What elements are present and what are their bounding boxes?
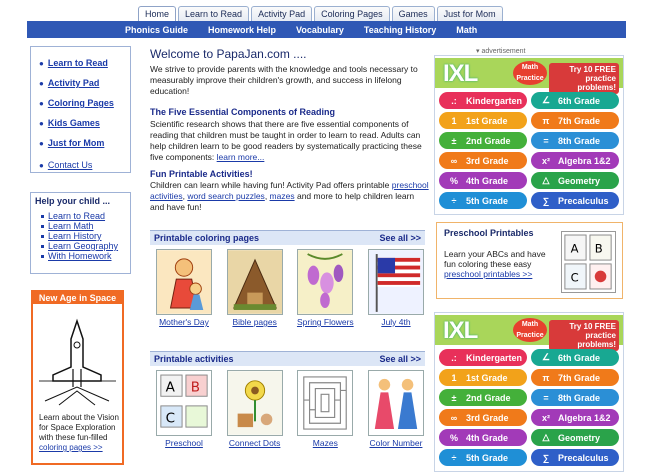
page-title: Welcome to PapaJan.com .... — [150, 47, 307, 61]
activity-caption[interactable]: Mazes — [312, 438, 338, 448]
activities-section-title: Printable activities — [154, 354, 234, 364]
top-tabs — [138, 6, 505, 21]
grade-icon: ∞ — [450, 412, 458, 423]
ixl-logo: IXL — [443, 317, 478, 344]
grade-icon: ∠ — [541, 95, 551, 105]
coloring-section-header — [150, 230, 425, 245]
preschool-title: Preschool Printables — [444, 228, 534, 238]
help-item-with-homework[interactable] — [41, 251, 130, 261]
grade-icon: ∠ — [541, 352, 551, 362]
activity-caption[interactable]: Color Number — [369, 438, 423, 448]
bullet-icon: ● — [39, 58, 44, 68]
coloring-item[interactable] — [221, 249, 289, 327]
grade-label: Geometry — [558, 175, 601, 186]
grade-icon: ÷ — [451, 452, 457, 463]
bullet-icon: ● — [39, 98, 44, 108]
preschool-activities-link[interactable]: preschool activities — [150, 180, 429, 201]
grade-button-algebra-1-2[interactable] — [531, 409, 619, 426]
activities-thumbs — [150, 370, 430, 448]
help-link[interactable]: Learn Math — [48, 221, 94, 231]
grade-label: 7th Grade — [558, 115, 601, 126]
coloring-see-all-link[interactable]: See all >> — [379, 233, 421, 243]
grade-button-5th-grade[interactable] — [439, 192, 527, 209]
grade-icon: ∞ — [450, 155, 458, 166]
grade-label: Kindergarten — [466, 352, 523, 363]
space-promo-box — [31, 290, 124, 465]
help-link[interactable]: Learn to Read — [48, 211, 106, 221]
svg-text:C: C — [570, 270, 579, 285]
ixl-header — [435, 58, 623, 92]
grade-icon: .: — [451, 352, 457, 363]
grade-label: 4th Grade — [466, 175, 509, 186]
coloring-caption[interactable]: Spring Flowers — [296, 317, 354, 327]
grade-button-kindergarten[interactable] — [439, 92, 527, 109]
svg-text:A: A — [570, 241, 579, 256]
left-nav-just-for-mom[interactable] — [39, 133, 130, 153]
grade-label: 1st Grade — [466, 115, 508, 126]
help-title: Help your child ... — [35, 196, 111, 206]
word-search-link[interactable]: word search puzzles — [187, 191, 265, 201]
grade-button-kindergarten[interactable] — [439, 349, 527, 366]
ixl-ad-top[interactable] — [434, 55, 624, 215]
space-shuttle-image[interactable] — [39, 309, 116, 409]
preschool-printables-box — [436, 222, 623, 299]
grade-icon: % — [449, 175, 458, 186]
try-free-text[interactable]: Try 10 FREE practice problems! — [549, 320, 619, 351]
grade-button-8th-grade[interactable] — [531, 132, 619, 149]
grade-button-geometry[interactable] — [531, 172, 619, 189]
left-nav-learn-to-read[interactable] — [39, 53, 130, 73]
ixl-logo: IXL — [443, 60, 478, 87]
space-coloring-link[interactable]: coloring pages >> — [39, 443, 103, 452]
learn-more-link[interactable]: learn more... — [216, 152, 265, 162]
grade-icon: ∑ — [542, 195, 550, 206]
mazes-link[interactable]: mazes — [269, 191, 295, 201]
coloring-caption[interactable]: July 4th — [381, 317, 411, 327]
preschool-text — [444, 249, 559, 279]
grade-label: Precalculus — [558, 195, 609, 206]
grade-button-6th-grade[interactable] — [531, 92, 619, 109]
ixl-header — [435, 315, 623, 349]
tab-just-for-mom[interactable]: Just for Mom — [437, 6, 503, 21]
left-nav-label[interactable]: Coloring Pages — [47, 98, 114, 108]
grade-button-2nd-grade[interactable] — [439, 389, 527, 406]
grade-label: 5th Grade — [466, 452, 509, 463]
grade-label: 5th Grade — [466, 195, 509, 206]
activity-caption[interactable]: Preschool — [165, 438, 203, 448]
coloring-caption[interactable]: Mother's Day — [159, 317, 209, 327]
help-link[interactable]: Learn Geography — [48, 241, 119, 251]
connect-dots-image[interactable] — [227, 370, 283, 436]
july-4th-image[interactable] — [368, 249, 424, 315]
help-item-learn-to-read[interactable] — [41, 211, 130, 221]
grade-icon: π — [542, 372, 550, 383]
grade-button-algebra-1-2[interactable] — [531, 152, 619, 169]
tab-home[interactable]: Home — [138, 6, 176, 21]
grade-label: 6th Grade — [558, 352, 601, 363]
math-practice-badge: Math Practice — [513, 61, 547, 85]
nav-homework-help[interactable]: Homework Help — [208, 24, 277, 35]
advertisement-label: ▾ advertisement — [476, 48, 526, 55]
main-nav-bar — [27, 21, 626, 38]
left-nav-label[interactable]: Learn to Read — [47, 58, 108, 68]
grade-label: Kindergarten — [466, 95, 523, 106]
fun-title: Fun Printable Activities! — [150, 169, 253, 179]
help-list — [31, 206, 130, 261]
fun-text: Children can learn while having fun! Activity Pad offers printable preschool activities, word search puzzles, mazes and more to help children learn and have fun! — [150, 180, 429, 212]
tab-learn-to-read[interactable]: Learn to Read — [178, 6, 249, 21]
grade-label: Precalculus — [558, 452, 609, 463]
tab-activity-pad[interactable]: Activity Pad — [251, 6, 312, 21]
grade-label: 7th Grade — [558, 372, 601, 383]
grade-button-8th-grade[interactable] — [531, 389, 619, 406]
grade-label: 2nd Grade — [466, 392, 511, 403]
grade-icon: 1 — [451, 372, 457, 383]
grade-button-1st-grade[interactable] — [439, 369, 527, 386]
grade-label: 6th Grade — [558, 95, 601, 106]
left-nav-contact-us[interactable] — [39, 155, 130, 175]
left-nav-label[interactable]: Just for Mom — [47, 138, 105, 148]
grade-icon: = — [543, 135, 549, 146]
bullet-icon: ● — [39, 138, 44, 148]
grade-button-2nd-grade[interactable] — [439, 132, 527, 149]
grade-button-3rd-grade[interactable] — [439, 152, 527, 169]
activity-item[interactable] — [221, 370, 289, 448]
grade-icon: = — [543, 392, 549, 403]
help-item-learn-geography[interactable] — [41, 241, 130, 251]
grade-button-3rd-grade[interactable] — [439, 409, 527, 426]
grade-icon: % — [449, 432, 458, 443]
grade-label: Algebra 1&2 — [558, 155, 611, 166]
grade-icon: .: — [451, 95, 457, 106]
grade-icon: ∑ — [542, 452, 550, 463]
try-free-text[interactable]: Try 10 FREE practice problems! — [549, 63, 619, 94]
fun-desc-end: and more to help children learn and have fun! — [150, 191, 415, 212]
preschool-printables-image[interactable] — [561, 231, 616, 293]
activity-item[interactable] — [362, 370, 430, 448]
nav-teaching-history[interactable]: Teaching History — [363, 24, 437, 35]
grade-label: Algebra 1&2 — [558, 412, 611, 423]
grade-label: Geometry — [558, 432, 601, 443]
bullet-icon: ● — [39, 118, 44, 128]
grade-icon: △ — [542, 175, 550, 185]
nav-phonics-guide[interactable]: Phonics Guide — [125, 24, 189, 35]
activity-item[interactable] — [291, 370, 359, 448]
mazes-image[interactable] — [297, 370, 353, 436]
main-content — [150, 47, 430, 213]
grade-button-geometry[interactable] — [531, 429, 619, 446]
intro-text: We strive to provide parents with the knowledge and tools necessary to measurably improve their children's growth, and success in lifelong education! — [150, 64, 418, 96]
coloring-item[interactable] — [362, 249, 430, 327]
left-nav-coloring-pages[interactable] — [39, 93, 130, 113]
preschool-printables-link[interactable]: preschool printables >> — [444, 269, 533, 279]
grade-label: 4th Grade — [466, 432, 509, 443]
preschool-image[interactable] — [156, 370, 212, 436]
color-number-image[interactable] — [368, 370, 424, 436]
bullet-icon: ● — [39, 78, 44, 88]
reading-desc: Scientific research shows that there are five essential components of reading that children must be taught in order to learn to read. Adults can help children learn to be good readers by systematically practicing these five components: — [150, 119, 422, 162]
grade-label: 3rd Grade — [466, 412, 509, 423]
grade-icon: ± — [451, 135, 457, 146]
activity-caption[interactable]: Connect Dots — [228, 438, 281, 448]
coloring-thumbs — [150, 249, 430, 327]
space-title: New Age in Space — [33, 292, 122, 304]
grade-icon: π — [542, 115, 550, 126]
coloring-caption[interactable]: Bible pages — [232, 317, 277, 327]
help-link[interactable]: With Homework — [48, 251, 112, 261]
left-nav-label[interactable]: Kids Games — [47, 118, 100, 128]
bible-pages-image[interactable] — [227, 249, 283, 315]
activities-see-all-link[interactable]: See all >> — [379, 354, 421, 364]
left-nav-kids-games[interactable] — [39, 113, 130, 133]
svg-text:B: B — [190, 379, 201, 396]
help-item-learn-math[interactable] — [41, 221, 130, 231]
grade-button-1st-grade[interactable] — [439, 112, 527, 129]
svg-text:B: B — [594, 241, 603, 256]
grade-button-5th-grade[interactable] — [439, 449, 527, 466]
svg-text:C: C — [165, 410, 176, 427]
grade-label: 3rd Grade — [466, 155, 509, 166]
activity-item[interactable] — [150, 370, 218, 448]
space-text — [33, 411, 122, 453]
tab-games[interactable]: Games — [392, 6, 435, 21]
grade-icon: x² — [541, 412, 550, 423]
grade-button-4th-grade[interactable] — [439, 172, 527, 189]
grade-button-4th-grade[interactable] — [439, 429, 527, 446]
left-nav-label[interactable]: Contact Us — [47, 160, 93, 170]
fun-desc: Children can learn while having fun! Activity Pad offers printable — [150, 180, 390, 190]
mothers-day-image[interactable] — [156, 249, 212, 315]
spring-flowers-image[interactable] — [297, 249, 353, 315]
help-link[interactable]: Learn History — [48, 231, 102, 241]
space-desc: Learn about the Vision for Space Exploration with these fun-filled — [39, 413, 119, 442]
coloring-item[interactable] — [291, 249, 359, 327]
reading-text — [150, 119, 430, 163]
nav-vocabulary[interactable]: Vocabulary — [296, 24, 344, 35]
grade-button-precalculus[interactable] — [531, 449, 619, 466]
grade-button-6th-grade[interactable] — [531, 349, 619, 366]
grade-label: 8th Grade — [558, 135, 601, 146]
grade-button-7th-grade[interactable] — [531, 112, 619, 129]
grade-icon: ÷ — [451, 195, 457, 206]
reading-title: The Five Essential Components of Reading — [150, 107, 336, 117]
nav-math[interactable]: Math — [456, 24, 478, 35]
grade-icon: △ — [542, 432, 550, 442]
grade-icon: x² — [541, 155, 550, 166]
ixl-ad-bottom[interactable] — [434, 312, 624, 472]
grade-icon: 1 — [451, 115, 457, 126]
coloring-section-title: Printable coloring pages — [154, 233, 260, 243]
svg-text:A: A — [165, 379, 175, 396]
help-your-child-box — [30, 192, 131, 274]
math-practice-badge: Math Practice — [513, 318, 547, 342]
grade-button-precalculus[interactable] — [531, 192, 619, 209]
grade-button-7th-grade[interactable] — [531, 369, 619, 386]
left-nav-activity-pad[interactable] — [39, 73, 130, 93]
preschool-desc: Learn your ABCs and have fun coloring these easy — [444, 249, 546, 269]
grade-label: 1st Grade — [466, 372, 508, 383]
activities-section-header — [150, 351, 425, 366]
coloring-item[interactable] — [150, 249, 218, 327]
grade-label: 2nd Grade — [466, 135, 511, 146]
left-nav-box — [30, 46, 131, 173]
grade-icon: ± — [451, 392, 457, 403]
grade-label: 8th Grade — [558, 392, 601, 403]
left-nav-label[interactable]: Activity Pad — [47, 78, 100, 88]
bullet-icon: ● — [39, 160, 44, 170]
tab-coloring-pages[interactable]: Coloring Pages — [314, 6, 390, 21]
help-item-learn-history[interactable] — [41, 231, 130, 241]
ad-tag-text: advertisement — [481, 48, 526, 55]
